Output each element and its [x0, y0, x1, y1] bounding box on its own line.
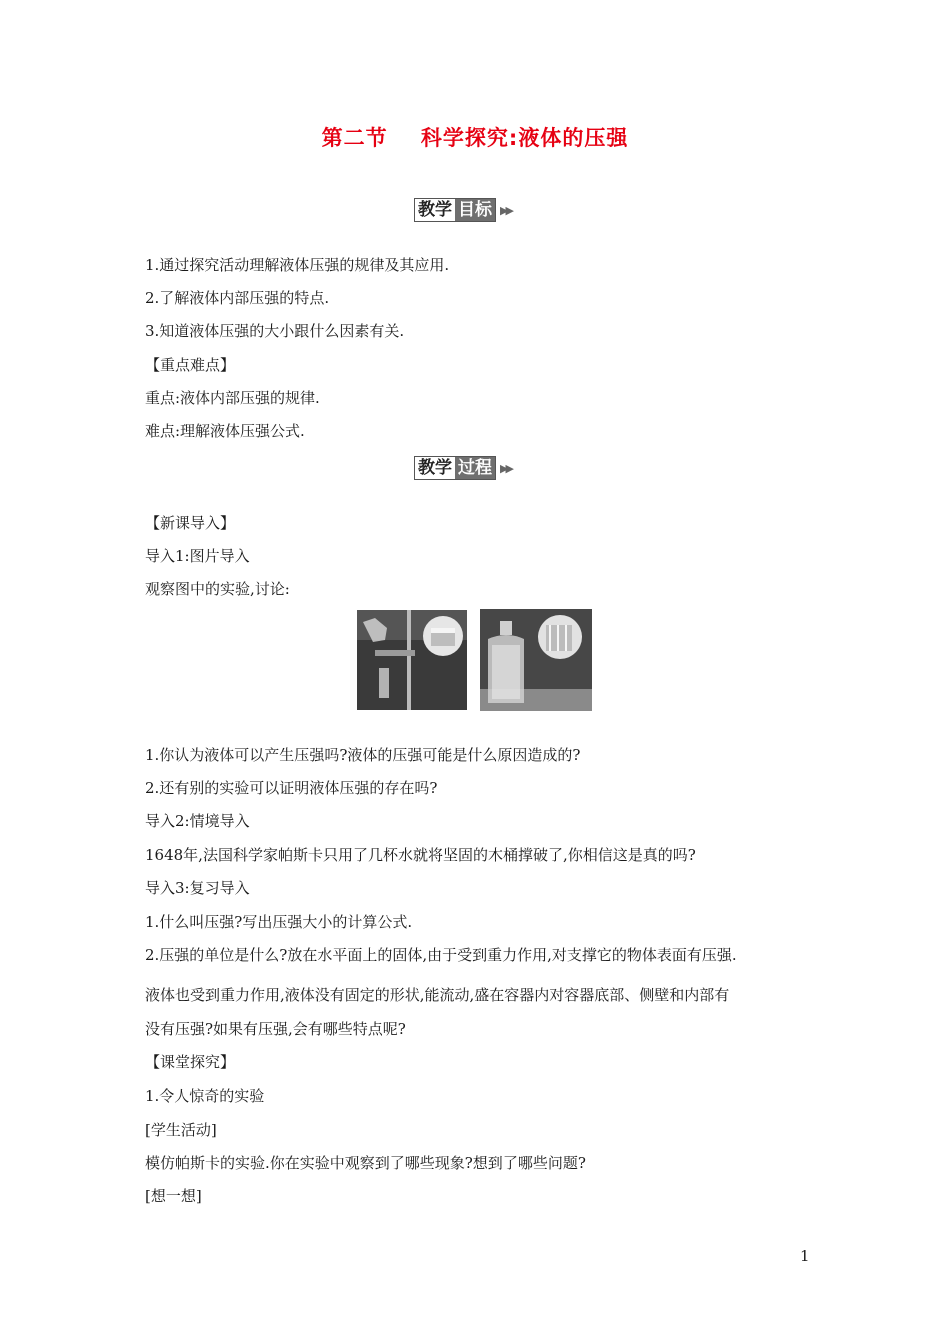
story-text: 1648年,法国科学家帕斯卡只用了几杯水就将坚固的木桶撑破了,你相信这是真的吗? [145, 846, 696, 864]
teaching-process-badge [414, 456, 511, 480]
teaching-goals-badge [414, 198, 511, 222]
student-activity-label: [学生活动] [145, 1121, 217, 1139]
review-question: 1.什么叫压强?写出压强大小的计算公式. [145, 913, 413, 931]
explore-item: 1.令人惊奇的实验 [145, 1087, 265, 1105]
section-heading-key-points: 【重点难点】 [145, 356, 236, 374]
intro-question: 1.你认为液体可以产生压强吗?液体的压强可能是什么原因造成的? [145, 746, 581, 764]
intro-2-label: 导入2:情境导入 [145, 812, 250, 830]
goal-item: 3.知道液体压强的大小跟什么因素有关. [145, 322, 405, 340]
double-arrow-icon: ▶▶ [500, 203, 511, 217]
page-number: 1 [800, 1247, 810, 1265]
intro-3-label: 导入3:复习导入 [145, 879, 250, 897]
section-heading-explore: 【课堂探究】 [145, 1053, 236, 1071]
observe-text: 观察图中的实验,讨论: [145, 580, 290, 598]
review-question: 2.压强的单位是什么?放在水平面上的固体,由于受到重力作用,对支撑它的物体表面有压强. [145, 946, 737, 964]
student-activity-text: 模仿帕斯卡的实验.你在实验中观察到了哪些现象?想到了哪些问题? [145, 1154, 586, 1172]
goal-item: 2.了解液体内部压强的特点. [145, 289, 330, 307]
think-label: [想一想] [145, 1187, 202, 1205]
key-point: 重点:液体内部压强的规律. [145, 389, 320, 407]
difficult-point: 难点:理解液体压强公式. [145, 422, 305, 440]
review-question-continued: 没有压强?如果有压强,会有哪些特点呢? [145, 1020, 406, 1038]
badge-label-b: 过程 [455, 457, 495, 479]
intro-question: 2.还有别的实验可以证明液体压强的存在吗? [145, 779, 438, 797]
intro-1-label: 导入1:图片导入 [145, 547, 250, 565]
goal-item: 1.通过探究活动理解液体压强的规律及其应用. [145, 256, 450, 274]
review-question-continued: 液体也受到重力作用,液体没有固定的形状,能流动,盛在容器内对容器底部、侧壁和内部有 [145, 986, 730, 1004]
page-title: 第二节 科学探究:液体的压强 [321, 126, 629, 150]
experiment-photo-stand [357, 610, 467, 710]
badge-label-a: 教学 [415, 457, 455, 479]
section-heading-intro: 【新课导入】 [145, 514, 236, 532]
experiment-photo-bottle [480, 609, 592, 711]
badge-label-a: 教学 [415, 199, 455, 221]
experiment-figure [357, 610, 592, 712]
double-arrow-icon: ▶▶ [500, 461, 511, 475]
badge-label-b: 目标 [455, 199, 495, 221]
